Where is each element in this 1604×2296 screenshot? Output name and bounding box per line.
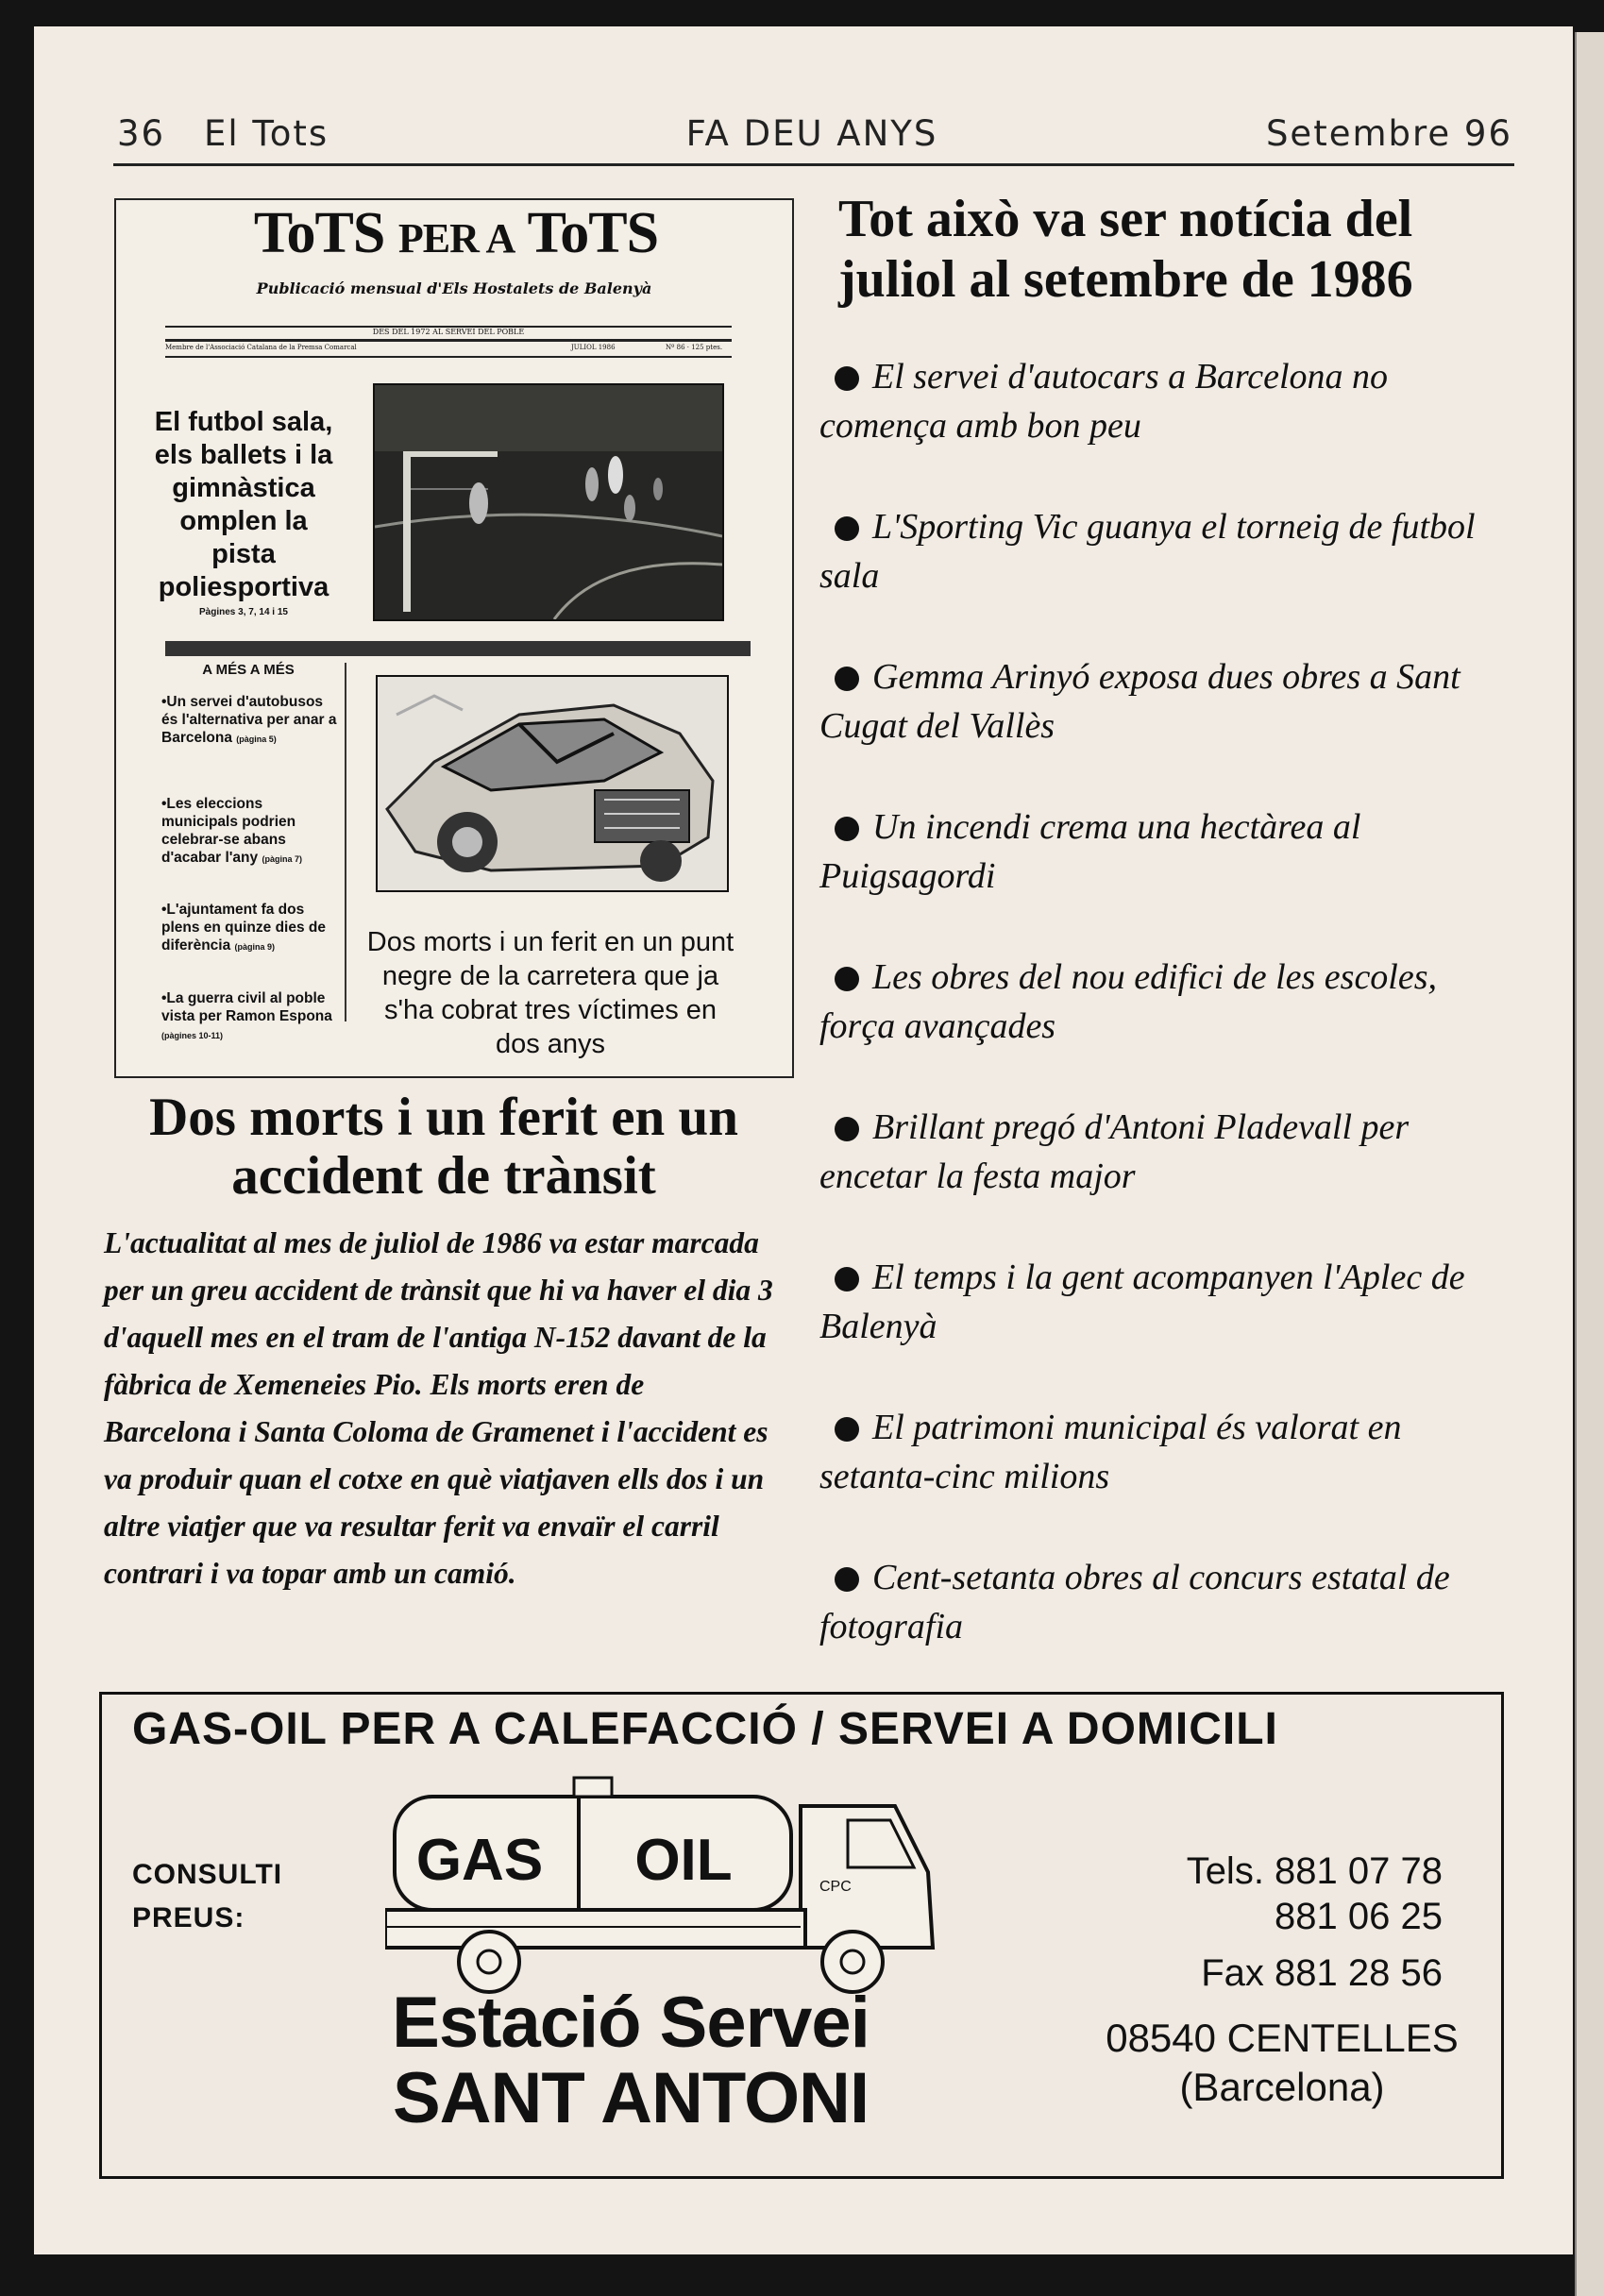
svg-text:OIL: OIL	[634, 1828, 733, 1893]
news-item: Cent-setanta obres al concurs estatal de fotografia	[819, 1558, 1450, 1646]
bullet-icon	[835, 967, 859, 991]
masthead-rule-2	[165, 339, 732, 342]
article-headline: Dos morts i un ferit en un accident de trànsit	[149, 1088, 738, 1206]
bullet-icon	[835, 817, 859, 841]
also-item: •Les eleccions municipals podrien celebrar-se abans d'acabar l'any (pàgina 7)	[161, 796, 302, 866]
ad-consult-prices: CONSULTI PREUS:	[132, 1859, 283, 1933]
news-item: Les obres del nou edifici de les escoles, força avançades	[819, 957, 1438, 1046]
also-item: •La guerra civil al poble vista per Ramon Espona (pàgines 10-11)	[161, 990, 332, 1040]
futsal-photo	[373, 383, 724, 621]
bullet-icon	[835, 516, 859, 541]
ad-phones: Tels. 881 07 78 881 06 25 Fax 881 28 56	[1186, 1850, 1443, 1994]
masthead-rule-3	[165, 356, 732, 358]
news-item: Brillant pregó d'Antoni Pladevall per encetar la festa major	[819, 1107, 1410, 1196]
next-page-edge	[1575, 32, 1604, 2296]
news-list	[819, 352, 1518, 1703]
header-rule	[113, 163, 1514, 166]
section-bar	[165, 641, 751, 656]
bullet-icon	[835, 1117, 859, 1141]
front-page-clipping	[114, 198, 794, 1078]
news-item: El servei d'autocars a Barcelona no comença amb bon peu	[819, 357, 1389, 446]
also-item: •L'ajuntament fa dos plens en quinze dies de diferència (pàgina 9)	[161, 902, 326, 954]
also-item: •Un servei d'autobusos és l'alternativa per anar a Barcelona (pàgina 5)	[161, 694, 337, 746]
ad-title: GAS-OIL PER A CALEFACCIÓ / SERVEI A DOMICILI	[132, 1704, 1278, 1754]
gas-oil-advertisement	[99, 1692, 1504, 2179]
news-item: Gemma Arinyó exposa dues obres a Sant Cugat del Vallès	[819, 657, 1460, 746]
newspaper-subtitle: Publicació mensual d'Els Hostalets de Balenyà	[256, 279, 652, 297]
column-divider	[345, 663, 346, 1021]
news-item: El temps i la gent acompanyen l'Aplec de Balenyà	[819, 1258, 1465, 1346]
publication-name: El Tots	[204, 113, 329, 154]
photo-caption: Dos morts i un ferit en un punt negre de la carretera que ja s'ha cobrat tres víctimes en dos anys	[366, 927, 734, 1059]
tanker-truck-icon	[385, 1768, 1008, 2014]
svg-text:GAS: GAS	[415, 1828, 544, 1893]
news-item: L'Sporting Vic guanya el torneig de futbol sala	[819, 507, 1476, 596]
masthead-motto: DES DEL 1972 AL SERVEI DEL POBLE	[372, 328, 525, 336]
also-title: A MÉS A MÉS	[202, 662, 295, 678]
lead-headline: El futbol sala, els ballets i la gimnàstica omplen la pista poliesportiva	[154, 407, 333, 602]
bullet-icon	[835, 667, 859, 691]
ad-address: 08540 CENTELLES (Barcelona)	[1106, 2016, 1459, 2109]
news-item: Un incendi crema una hectàrea al Puigsagordi	[819, 807, 1361, 896]
news-list-title: Tot això va ser notícia del juliol al setembre de 1986	[838, 190, 1413, 309]
ad-brand: Estació Servei SANT ANTONI	[392, 1983, 870, 2138]
bullet-icon	[835, 1267, 859, 1292]
news-item: El patrimoni municipal és valorat en setanta-cinc milions	[819, 1408, 1402, 1496]
issue-date: Setembre 96	[1265, 113, 1512, 154]
lead-pages: Pàgines 3, 7, 14 i 15	[199, 607, 288, 617]
bullet-icon	[835, 1417, 859, 1442]
svg-text:CPC: CPC	[819, 1879, 852, 1895]
bullet-icon	[835, 366, 859, 391]
section-title: FA DEU ANYS	[685, 113, 938, 154]
masthead-info: Membre de l'Associació Catalana de la Premsa Comarcal JULIOL 1986 Nº 86 · 125 ptes.	[165, 344, 723, 351]
bullet-icon	[835, 1567, 859, 1592]
newspaper-logo: ToTS PER A ToTS	[253, 201, 659, 265]
crashed-car-photo	[376, 675, 729, 892]
page-number: 36	[117, 113, 166, 154]
article-body: L'actualitat al mes de juliol de 1986 va estar marcada per un greu accident de trànsit que hi va haver el dia 3 d'aquell mes en el tram de l'antiga N-152 davant de la fàbrica de Xemeneies Pio. Els morts eren de Barcelona i Santa Coloma de Gramenet i l'accident es va produir quan el cotxe en què viatjaven ells dos i un altre viatjer que va resultar ferit va envaïr el carril contrari i va topar amb un camió.	[104, 1226, 773, 1590]
